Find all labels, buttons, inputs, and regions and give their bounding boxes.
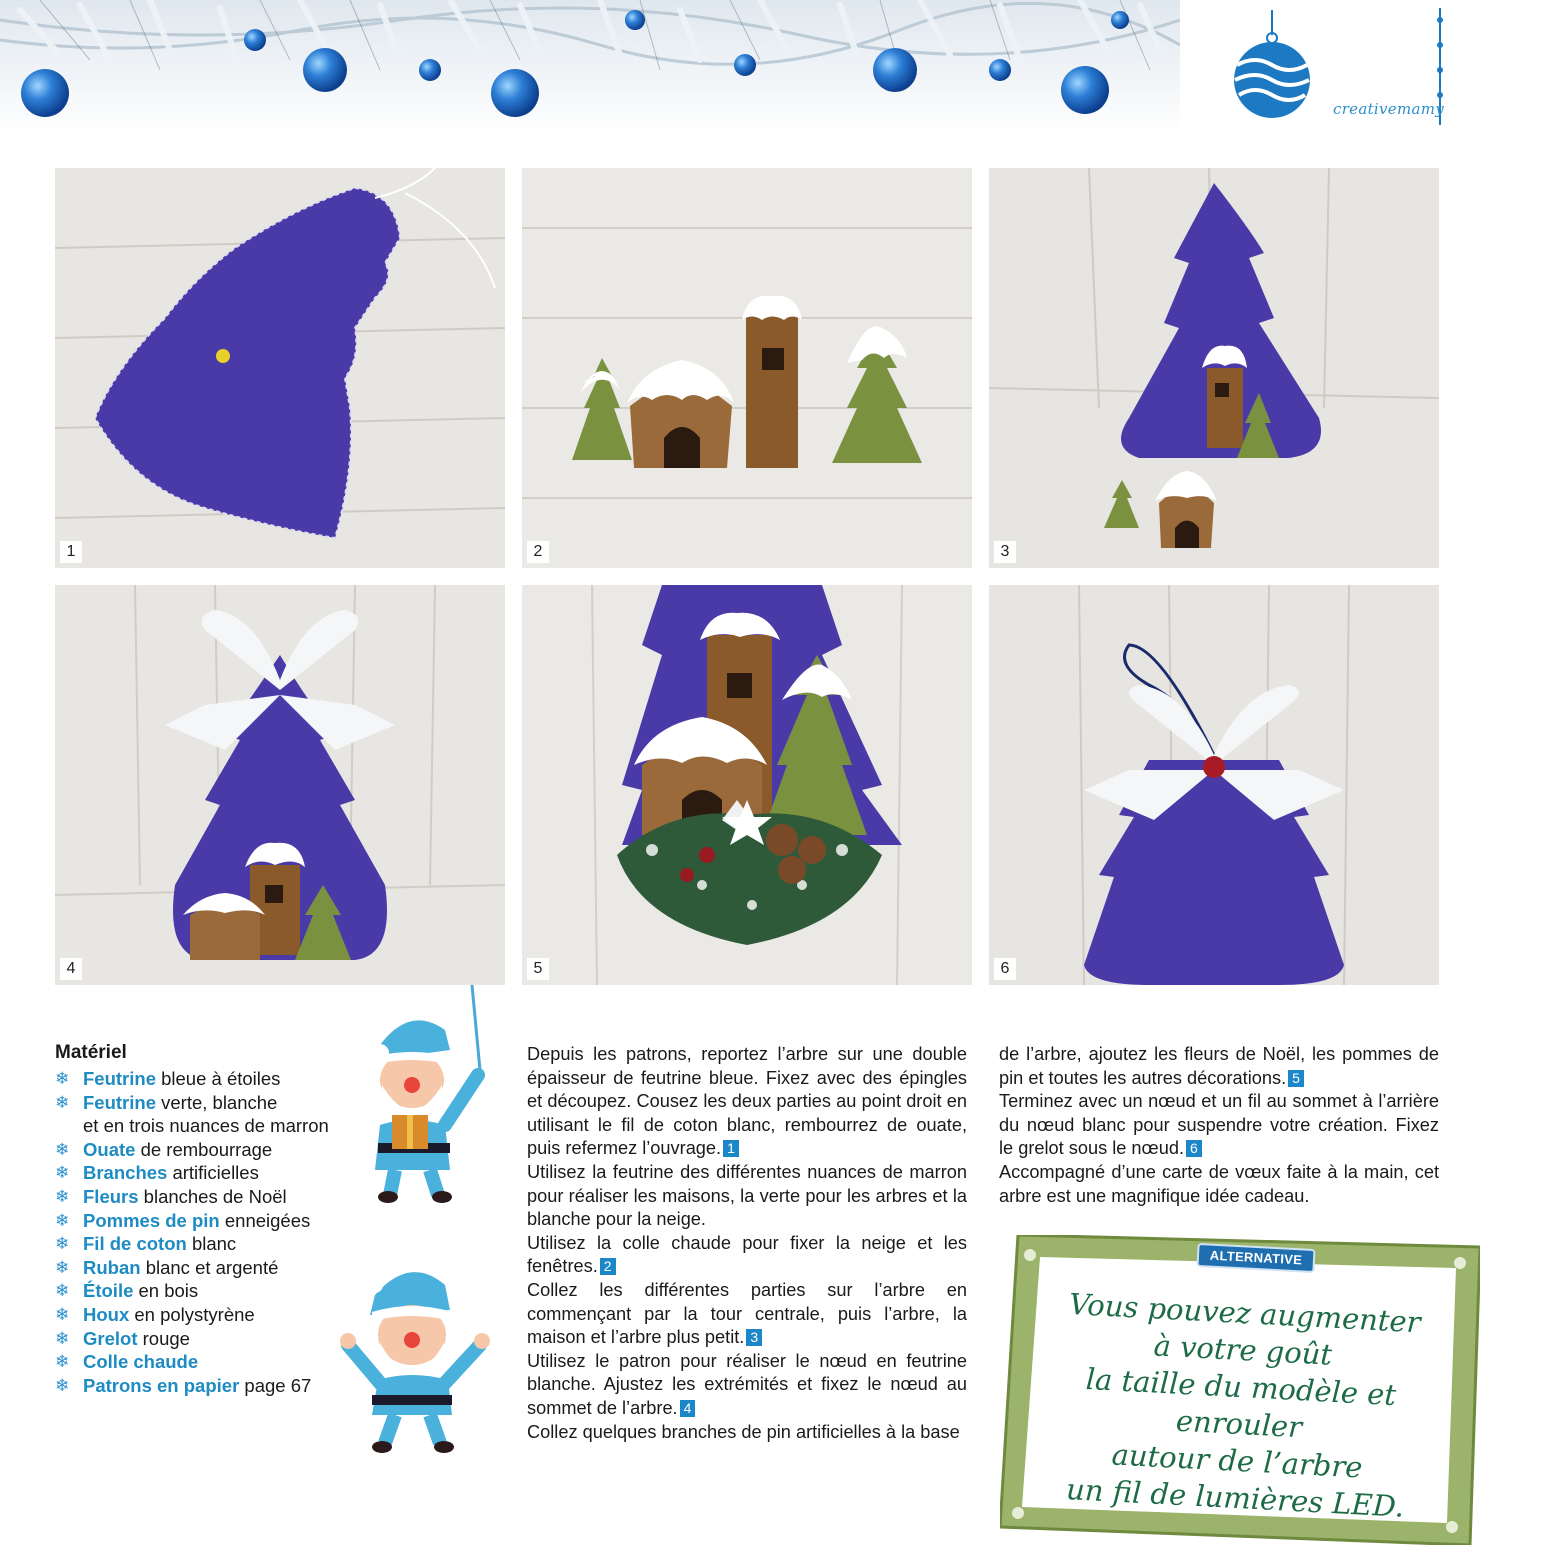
instruction-paragraph: Collez quelques branches de pin artificielles à la base (527, 1421, 960, 1442)
step-photo-1 (55, 168, 505, 568)
snowflake-icon: ❄ (55, 1352, 70, 1372)
material-item: ❄ Patrons en papier page 67 (55, 1374, 312, 1396)
instruction-paragraph: Utilisez la feutrine des différentes nuances de marron pour réaliser les maisons, la verte pour les arbres et la blanche pour la neige. (527, 1161, 967, 1230)
material-item: ❄ Étoile en bois (55, 1280, 199, 1302)
step-photo-3 (989, 168, 1439, 568)
step-photo-6 (989, 585, 1439, 985)
instruction-paragraph: Depuis les patrons, reportez l’arbre sur une double épaisseur de feutrine bleue. Fixez avec des épingles et découpez. Cousez les deux parties au point droit en utilisant le fil de coton blanc, rembourrez de ouate, puis refermez l’ouvrage. 1 (527, 1044, 967, 1159)
snowflake-icon: ❄ (55, 1234, 70, 1254)
snowflake-icon: ❄ (55, 1375, 70, 1395)
dancing-santa-illustration (340, 1255, 500, 1460)
step-number: 2 (527, 541, 549, 563)
snowflake-icon: ❄ (55, 1092, 70, 1112)
material-item: ❄ Pommes de pin enneigées (55, 1209, 311, 1231)
materials-list (55, 1042, 375, 1397)
material-item: ❄ Branches artificielles (55, 1162, 259, 1184)
snowflake-icon: ❄ (55, 1210, 70, 1230)
snowflake-icon: ❄ (55, 1069, 70, 1088)
step-number: 1 (60, 541, 82, 563)
material-item: ❄ Houx en polystyrène (55, 1303, 255, 1325)
step-number: 4 (60, 958, 82, 980)
santa-with-gift-illustration (350, 985, 500, 1215)
snowflake-icon: ❄ (55, 1328, 70, 1348)
snowflake-icon: ❄ (55, 1257, 70, 1277)
material-item: ❄ Colle chaude (55, 1351, 199, 1373)
materials-title: Matériel (55, 1042, 127, 1063)
material-item: ❄ Ruban blanc et argenté (55, 1256, 279, 1278)
step-badge: 3 (746, 1329, 762, 1346)
instruction-paragraph: Terminez avec un nœud et un fil au sommet à l’arrière du nœud blanc pour suspendre votre création. Fixez le grelot sous le nœud. 6 (999, 1091, 1439, 1159)
step-number: 3 (994, 541, 1016, 563)
brand-name: creativemamy (1333, 100, 1445, 118)
instruction-paragraph: Collez les différentes parties sur l’arbre en commençant par la tour centrale, puis l’arbre, la maison et l’arbre plus petit. 3 (527, 1279, 967, 1348)
snowflake-icon: ❄ (55, 1163, 70, 1183)
material-item: ❄ Feutrine verte, blanche et en trois nuances de marron (55, 1091, 329, 1137)
snowflake-icon: ❄ (55, 1186, 70, 1206)
step-photo-4 (55, 585, 505, 985)
instructions-column-2 (999, 1043, 1439, 1208)
snowflake-icon: ❄ (55, 1281, 70, 1301)
snowflake-icon: ❄ (55, 1304, 70, 1324)
instructions-column-1 (527, 1043, 967, 1444)
step-badge: 2 (600, 1258, 616, 1275)
pine-garland-header (0, 0, 1180, 135)
material-item: ❄ Grelot rouge (55, 1327, 190, 1349)
alternative-label: ALTERNATIVE (1196, 1243, 1315, 1273)
step-photo-2 (522, 168, 972, 568)
alternative-text: Vous pouvez augmenter à votre goût la taille du modèle et enrouler autour de l’arbre un fil de lumières LED. (1065, 1286, 1422, 1524)
material-item: ❄ Fleurs blanches de Noël (55, 1185, 287, 1207)
material-item: ❄ Fil de coton blanc (55, 1233, 237, 1255)
materials-items (55, 1067, 375, 1397)
step-number: 5 (527, 958, 549, 980)
step-badge: 5 (1288, 1070, 1304, 1087)
step-number: 6 (994, 958, 1016, 980)
snowflake-icon: ❄ (55, 1139, 70, 1159)
instruction-paragraph: Accompagné d’une carte de vœux faite à la main, cet arbre est une magnifique idée cadeau. (999, 1161, 1439, 1206)
step-badge: 1 (723, 1140, 739, 1157)
step-badge: 6 (1186, 1140, 1202, 1157)
instruction-paragraph: de l’arbre, ajoutez les fleurs de Noël, les pommes de pin et toutes les autres décorations. 5 (999, 1044, 1439, 1088)
step-photo-5 (522, 585, 972, 985)
instruction-paragraph: Utilisez le patron pour réaliser le nœud en feutrine blanche. Ajustez les extrémités et fixez le nœud au sommet de l’arbre. 4 (527, 1350, 967, 1418)
material-item: ❄ Ouate de rembourrage (55, 1138, 273, 1160)
instruction-paragraph: Utilisez la colle chaude pour fixer la neige et les fenêtres. 2 (527, 1232, 967, 1277)
step-badge: 4 (680, 1400, 696, 1417)
material-item: ❄ Feutrine bleue à étoiles (55, 1068, 281, 1089)
